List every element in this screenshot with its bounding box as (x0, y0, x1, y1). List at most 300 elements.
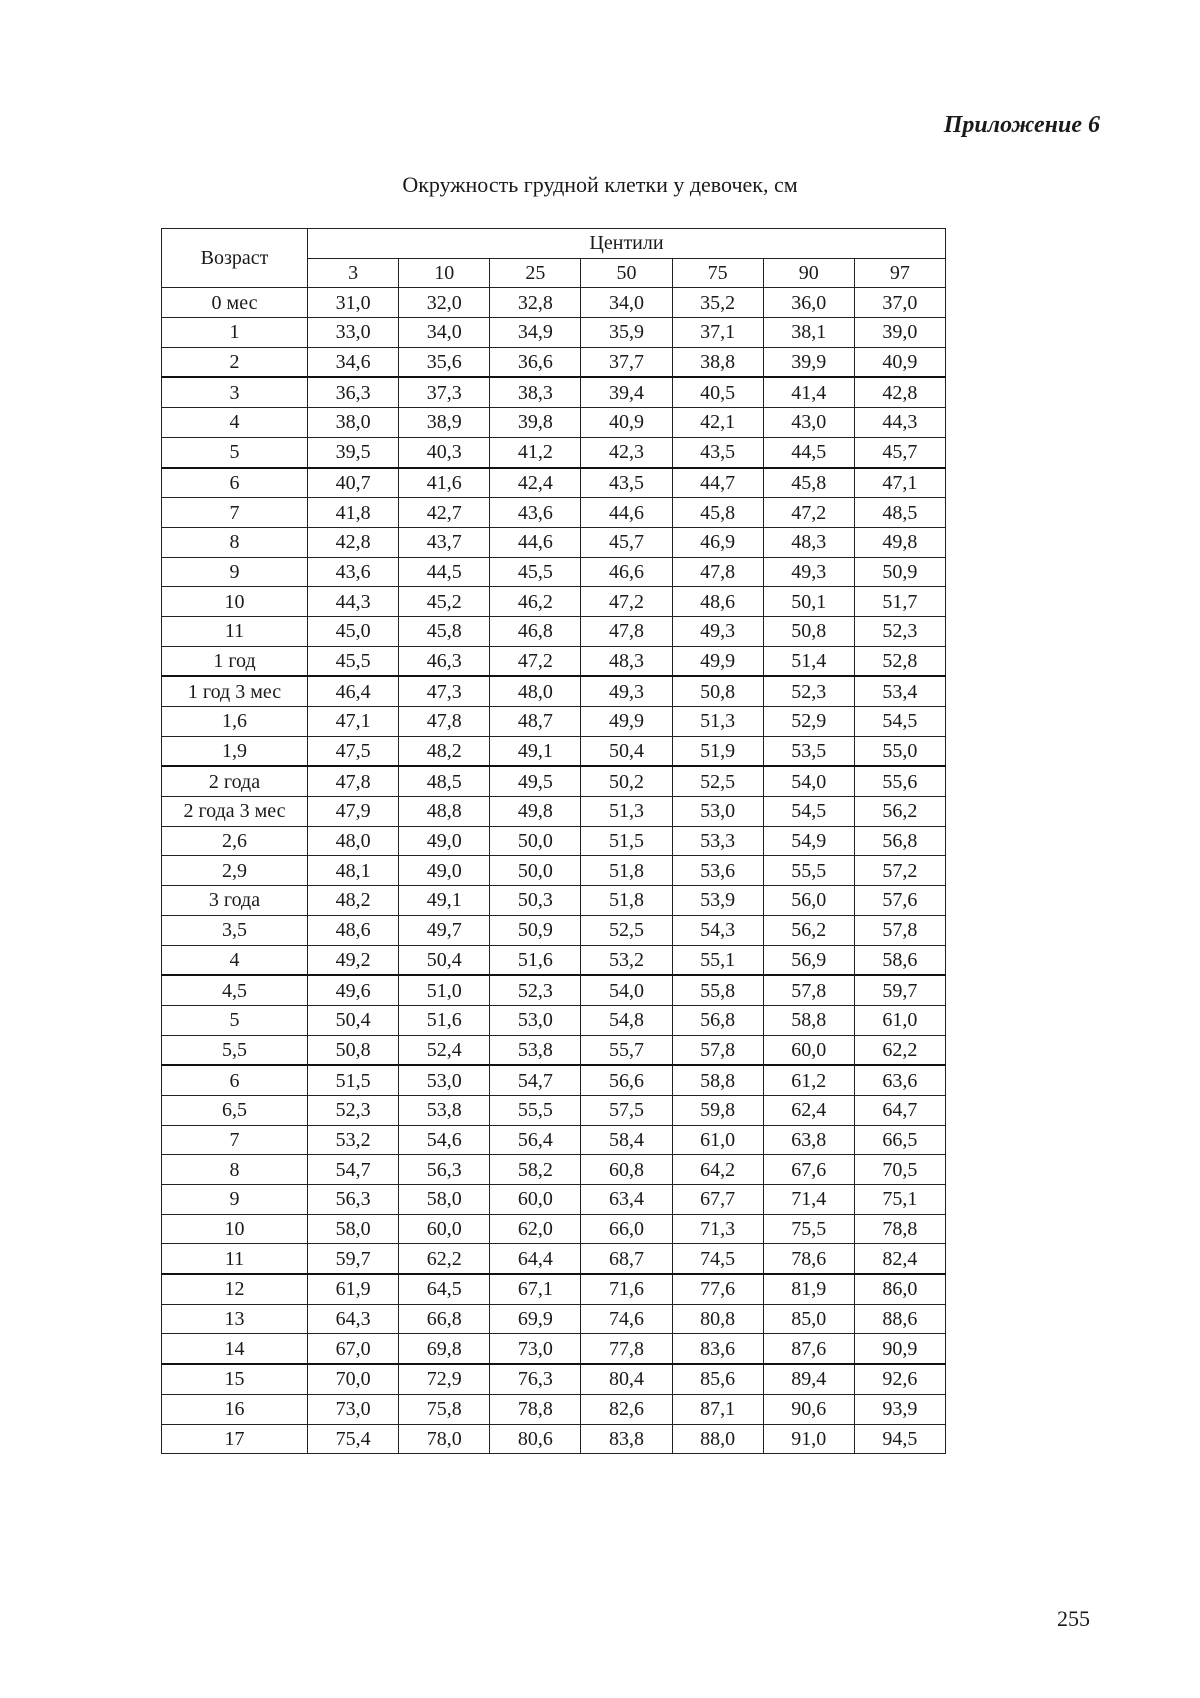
value-cell: 44,7 (672, 468, 763, 498)
value-cell: 58,2 (490, 1155, 581, 1185)
value-cell: 47,5 (308, 736, 399, 766)
value-cell: 69,9 (490, 1304, 581, 1334)
value-cell: 47,8 (399, 707, 490, 737)
value-cell: 51,8 (581, 886, 672, 916)
table-body (162, 288, 946, 1454)
value-cell: 78,6 (763, 1244, 854, 1274)
table-row (162, 1424, 946, 1454)
value-cell: 32,8 (490, 288, 581, 318)
value-cell: 58,8 (672, 1065, 763, 1095)
table-row (162, 1155, 946, 1185)
value-cell: 52,3 (763, 676, 854, 706)
value-cell: 56,2 (854, 797, 945, 827)
value-cell: 54,7 (490, 1065, 581, 1095)
value-cell: 40,5 (672, 377, 763, 407)
value-cell: 36,0 (763, 288, 854, 318)
value-cell: 86,0 (854, 1274, 945, 1304)
value-cell: 58,6 (854, 945, 945, 975)
value-cell: 51,7 (854, 587, 945, 617)
value-cell: 49,0 (399, 826, 490, 856)
value-cell: 48,6 (308, 915, 399, 945)
appendix-label: Приложение 6 (943, 112, 1100, 138)
age-cell: 7 (162, 498, 308, 528)
value-cell: 50,4 (308, 1005, 399, 1035)
value-cell: 71,3 (672, 1214, 763, 1244)
age-cell: 1 (162, 318, 308, 348)
age-cell: 2 (162, 347, 308, 377)
value-cell: 50,1 (763, 587, 854, 617)
value-cell: 51,9 (672, 736, 763, 766)
table-row (162, 1364, 946, 1394)
value-cell: 34,9 (490, 318, 581, 348)
value-cell: 83,8 (581, 1424, 672, 1454)
value-cell: 51,0 (399, 975, 490, 1005)
value-cell: 71,6 (581, 1274, 672, 1304)
value-cell: 87,6 (763, 1334, 854, 1364)
value-cell: 54,0 (763, 766, 854, 796)
value-cell: 55,5 (763, 856, 854, 886)
table-row (162, 408, 946, 438)
table-row (162, 616, 946, 646)
age-cell: 3 (162, 377, 308, 407)
value-cell: 49,2 (308, 945, 399, 975)
table-row (162, 1125, 946, 1155)
table-row (162, 498, 946, 528)
age-cell: 10 (162, 587, 308, 617)
age-cell: 2,6 (162, 826, 308, 856)
value-cell: 48,0 (490, 676, 581, 706)
value-cell: 58,4 (581, 1125, 672, 1155)
value-cell: 44,6 (490, 527, 581, 557)
value-cell: 63,6 (854, 1065, 945, 1095)
value-cell: 43,6 (308, 557, 399, 587)
value-cell: 48,5 (854, 498, 945, 528)
value-cell: 47,3 (399, 676, 490, 706)
age-cell: 4,5 (162, 975, 308, 1005)
value-cell: 45,7 (581, 527, 672, 557)
value-cell: 39,4 (581, 377, 672, 407)
age-column-header: Возраст (162, 229, 308, 288)
value-cell: 92,6 (854, 1364, 945, 1394)
table-row (162, 557, 946, 587)
table-row (162, 646, 946, 676)
value-cell: 49,0 (399, 856, 490, 886)
table-row (162, 1304, 946, 1334)
table-row (162, 1035, 946, 1065)
value-cell: 59,8 (672, 1095, 763, 1125)
value-cell: 88,6 (854, 1304, 945, 1334)
value-cell: 45,8 (672, 498, 763, 528)
age-cell: 1,6 (162, 707, 308, 737)
value-cell: 61,0 (672, 1125, 763, 1155)
value-cell: 35,6 (399, 347, 490, 377)
value-cell: 53,5 (763, 736, 854, 766)
value-cell: 32,0 (399, 288, 490, 318)
value-cell: 74,5 (672, 1244, 763, 1274)
value-cell: 44,5 (763, 437, 854, 467)
age-cell: 8 (162, 1155, 308, 1185)
age-cell: 5 (162, 1005, 308, 1035)
page-number: 255 (1057, 1606, 1090, 1631)
value-cell: 53,3 (672, 826, 763, 856)
value-cell: 57,5 (581, 1095, 672, 1125)
value-cell: 49,9 (672, 646, 763, 676)
value-cell: 53,9 (672, 886, 763, 916)
centile-header-cell: 25 (490, 258, 581, 288)
value-cell: 55,5 (490, 1095, 581, 1125)
value-cell: 47,1 (308, 707, 399, 737)
value-cell: 59,7 (854, 975, 945, 1005)
value-cell: 49,3 (581, 676, 672, 706)
value-cell: 43,5 (581, 468, 672, 498)
value-cell: 71,4 (763, 1185, 854, 1215)
value-cell: 50,8 (672, 676, 763, 706)
value-cell: 47,9 (308, 797, 399, 827)
value-cell: 46,6 (581, 557, 672, 587)
value-cell: 49,1 (490, 736, 581, 766)
value-cell: 91,0 (763, 1424, 854, 1454)
table-row (162, 736, 946, 766)
value-cell: 81,9 (763, 1274, 854, 1304)
value-cell: 50,3 (490, 886, 581, 916)
value-cell: 53,8 (399, 1095, 490, 1125)
age-cell: 6 (162, 1065, 308, 1095)
value-cell: 53,0 (672, 797, 763, 827)
value-cell: 49,1 (399, 886, 490, 916)
value-cell: 50,4 (581, 736, 672, 766)
table-row (162, 676, 946, 706)
table-row (162, 377, 946, 407)
value-cell: 54,6 (399, 1125, 490, 1155)
value-cell: 53,4 (854, 676, 945, 706)
value-cell: 49,7 (399, 915, 490, 945)
age-cell: 7 (162, 1125, 308, 1155)
value-cell: 72,9 (399, 1364, 490, 1394)
age-cell: 2 года 3 мес (162, 797, 308, 827)
value-cell: 67,7 (672, 1185, 763, 1215)
value-cell: 41,8 (308, 498, 399, 528)
value-cell: 39,8 (490, 408, 581, 438)
value-cell: 80,6 (490, 1424, 581, 1454)
value-cell: 38,8 (672, 347, 763, 377)
table-row (162, 1065, 946, 1095)
value-cell: 54,7 (308, 1155, 399, 1185)
value-cell: 70,0 (308, 1364, 399, 1394)
value-cell: 57,8 (763, 975, 854, 1005)
value-cell: 50,8 (763, 616, 854, 646)
value-cell: 40,9 (581, 408, 672, 438)
value-cell: 52,4 (399, 1035, 490, 1065)
value-cell: 36,3 (308, 377, 399, 407)
value-cell: 47,8 (581, 616, 672, 646)
value-cell: 75,4 (308, 1424, 399, 1454)
value-cell: 37,1 (672, 318, 763, 348)
value-cell: 69,8 (399, 1334, 490, 1364)
value-cell: 39,9 (763, 347, 854, 377)
table-row (162, 1394, 946, 1424)
value-cell: 56,8 (854, 826, 945, 856)
value-cell: 90,9 (854, 1334, 945, 1364)
value-cell: 57,8 (672, 1035, 763, 1065)
value-cell: 56,8 (672, 1005, 763, 1035)
table-row (162, 1244, 946, 1274)
value-cell: 49,5 (490, 766, 581, 796)
value-cell: 56,9 (763, 945, 854, 975)
value-cell: 80,4 (581, 1364, 672, 1394)
table-row (162, 347, 946, 377)
value-cell: 50,2 (581, 766, 672, 796)
value-cell: 51,6 (399, 1005, 490, 1035)
value-cell: 52,3 (854, 616, 945, 646)
value-cell: 42,4 (490, 468, 581, 498)
age-cell: 11 (162, 1244, 308, 1274)
value-cell: 89,4 (763, 1364, 854, 1394)
value-cell: 43,6 (490, 498, 581, 528)
table-row (162, 468, 946, 498)
value-cell: 75,5 (763, 1214, 854, 1244)
value-cell: 77,8 (581, 1334, 672, 1364)
value-cell: 61,2 (763, 1065, 854, 1095)
value-cell: 70,5 (854, 1155, 945, 1185)
value-cell: 57,6 (854, 886, 945, 916)
value-cell: 42,3 (581, 437, 672, 467)
value-cell: 41,4 (763, 377, 854, 407)
value-cell: 38,0 (308, 408, 399, 438)
age-cell: 4 (162, 408, 308, 438)
table-row (162, 915, 946, 945)
age-cell: 5 (162, 437, 308, 467)
value-cell: 51,3 (581, 797, 672, 827)
value-cell: 54,8 (581, 1005, 672, 1035)
value-cell: 39,5 (308, 437, 399, 467)
value-cell: 53,8 (490, 1035, 581, 1065)
age-cell: 4 (162, 945, 308, 975)
value-cell: 49,3 (763, 557, 854, 587)
value-cell: 61,9 (308, 1274, 399, 1304)
value-cell: 34,6 (308, 347, 399, 377)
value-cell: 37,7 (581, 347, 672, 377)
value-cell: 47,2 (581, 587, 672, 617)
value-cell: 35,2 (672, 288, 763, 318)
value-cell: 62,2 (854, 1035, 945, 1065)
age-cell: 13 (162, 1304, 308, 1334)
age-cell: 3 года (162, 886, 308, 916)
value-cell: 46,2 (490, 587, 581, 617)
value-cell: 51,3 (672, 707, 763, 737)
value-cell: 66,5 (854, 1125, 945, 1155)
value-cell: 94,5 (854, 1424, 945, 1454)
value-cell: 50,9 (854, 557, 945, 587)
value-cell: 60,0 (490, 1185, 581, 1215)
value-cell: 51,5 (308, 1065, 399, 1095)
value-cell: 53,0 (399, 1065, 490, 1095)
value-cell: 51,8 (581, 856, 672, 886)
value-cell: 48,3 (581, 646, 672, 676)
table-row (162, 1095, 946, 1125)
value-cell: 78,8 (490, 1394, 581, 1424)
value-cell: 42,1 (672, 408, 763, 438)
value-cell: 58,8 (763, 1005, 854, 1035)
value-cell: 64,3 (308, 1304, 399, 1334)
value-cell: 42,7 (399, 498, 490, 528)
value-cell: 83,6 (672, 1334, 763, 1364)
value-cell: 48,0 (308, 826, 399, 856)
value-cell: 66,0 (581, 1214, 672, 1244)
value-cell: 54,3 (672, 915, 763, 945)
value-cell: 54,9 (763, 826, 854, 856)
value-cell: 55,8 (672, 975, 763, 1005)
value-cell: 55,6 (854, 766, 945, 796)
value-cell: 53,6 (672, 856, 763, 886)
value-cell: 64,2 (672, 1155, 763, 1185)
value-cell: 48,1 (308, 856, 399, 886)
age-cell: 11 (162, 616, 308, 646)
centile-header-cell: 97 (854, 258, 945, 288)
age-cell: 10 (162, 1214, 308, 1244)
value-cell: 52,8 (854, 646, 945, 676)
value-cell: 68,7 (581, 1244, 672, 1274)
value-cell: 44,3 (308, 587, 399, 617)
value-cell: 52,5 (581, 915, 672, 945)
age-cell: 17 (162, 1424, 308, 1454)
value-cell: 52,9 (763, 707, 854, 737)
value-cell: 44,5 (399, 557, 490, 587)
value-cell: 56,2 (763, 915, 854, 945)
value-cell: 42,8 (308, 527, 399, 557)
table-row (162, 766, 946, 796)
value-cell: 50,4 (399, 945, 490, 975)
value-cell: 62,4 (763, 1095, 854, 1125)
value-cell: 85,6 (672, 1364, 763, 1394)
value-cell: 82,4 (854, 1244, 945, 1274)
centile-header-cell: 90 (763, 258, 854, 288)
value-cell: 47,8 (672, 557, 763, 587)
value-cell: 51,6 (490, 945, 581, 975)
value-cell: 45,7 (854, 437, 945, 467)
table-row (162, 975, 946, 1005)
value-cell: 45,8 (399, 616, 490, 646)
value-cell: 50,8 (308, 1035, 399, 1065)
value-cell: 60,0 (399, 1214, 490, 1244)
value-cell: 47,2 (763, 498, 854, 528)
value-cell: 87,1 (672, 1394, 763, 1424)
age-cell: 2,9 (162, 856, 308, 886)
value-cell: 48,5 (399, 766, 490, 796)
value-cell: 59,7 (308, 1244, 399, 1274)
centile-header-cell: 50 (581, 258, 672, 288)
value-cell: 62,2 (399, 1244, 490, 1274)
value-cell: 37,0 (854, 288, 945, 318)
value-cell: 77,6 (672, 1274, 763, 1304)
value-cell: 67,1 (490, 1274, 581, 1304)
value-cell: 90,6 (763, 1394, 854, 1424)
value-cell: 47,8 (308, 766, 399, 796)
table-title: Окружность грудной клетки у девочек, см (402, 172, 798, 197)
value-cell: 53,2 (308, 1125, 399, 1155)
centile-header-cell: 75 (672, 258, 763, 288)
age-cell: 1,9 (162, 736, 308, 766)
value-cell: 41,2 (490, 437, 581, 467)
value-cell: 53,2 (581, 945, 672, 975)
table-row (162, 1214, 946, 1244)
value-cell: 34,0 (581, 288, 672, 318)
value-cell: 53,0 (490, 1005, 581, 1035)
value-cell: 61,0 (854, 1005, 945, 1035)
table-row (162, 288, 946, 318)
value-cell: 78,8 (854, 1214, 945, 1244)
value-cell: 60,0 (763, 1035, 854, 1065)
value-cell: 56,4 (490, 1125, 581, 1155)
value-cell: 75,8 (399, 1394, 490, 1424)
value-cell: 58,0 (308, 1214, 399, 1244)
age-cell: 1 год 3 мес (162, 676, 308, 706)
value-cell: 49,9 (581, 707, 672, 737)
value-cell: 37,3 (399, 377, 490, 407)
value-cell: 54,0 (581, 975, 672, 1005)
value-cell: 44,3 (854, 408, 945, 438)
age-cell: 5,5 (162, 1035, 308, 1065)
table-row (162, 856, 946, 886)
value-cell: 48,2 (308, 886, 399, 916)
value-cell: 49,8 (490, 797, 581, 827)
table-row (162, 797, 946, 827)
value-cell: 62,0 (490, 1214, 581, 1244)
value-cell: 45,5 (308, 646, 399, 676)
value-cell: 31,0 (308, 288, 399, 318)
value-cell: 55,7 (581, 1035, 672, 1065)
value-cell: 48,8 (399, 797, 490, 827)
value-cell: 38,9 (399, 408, 490, 438)
age-cell: 12 (162, 1274, 308, 1304)
value-cell: 33,0 (308, 318, 399, 348)
value-cell: 47,1 (854, 468, 945, 498)
value-cell: 48,2 (399, 736, 490, 766)
value-cell: 46,3 (399, 646, 490, 676)
value-cell: 50,0 (490, 856, 581, 886)
table-row (162, 886, 946, 916)
value-cell: 46,4 (308, 676, 399, 706)
value-cell: 63,4 (581, 1185, 672, 1215)
table-row (162, 318, 946, 348)
value-cell: 43,7 (399, 527, 490, 557)
centile-header-cell: 3 (308, 258, 399, 288)
value-cell: 52,5 (672, 766, 763, 796)
value-cell: 43,5 (672, 437, 763, 467)
value-cell: 46,8 (490, 616, 581, 646)
value-cell: 48,7 (490, 707, 581, 737)
age-cell: 0 мес (162, 288, 308, 318)
chest-circumference-table (161, 228, 946, 1454)
value-cell: 52,3 (490, 975, 581, 1005)
age-cell: 16 (162, 1394, 308, 1424)
value-cell: 73,0 (490, 1334, 581, 1364)
value-cell: 38,3 (490, 377, 581, 407)
value-cell: 39,0 (854, 318, 945, 348)
value-cell: 40,7 (308, 468, 399, 498)
value-cell: 48,6 (672, 587, 763, 617)
value-cell: 67,6 (763, 1155, 854, 1185)
age-cell: 8 (162, 527, 308, 557)
value-cell: 35,9 (581, 318, 672, 348)
value-cell: 38,1 (763, 318, 854, 348)
age-cell: 3,5 (162, 915, 308, 945)
value-cell: 64,5 (399, 1274, 490, 1304)
table-row (162, 1185, 946, 1215)
age-cell: 6,5 (162, 1095, 308, 1125)
value-cell: 54,5 (854, 707, 945, 737)
value-cell: 57,2 (854, 856, 945, 886)
value-cell: 56,6 (581, 1065, 672, 1095)
